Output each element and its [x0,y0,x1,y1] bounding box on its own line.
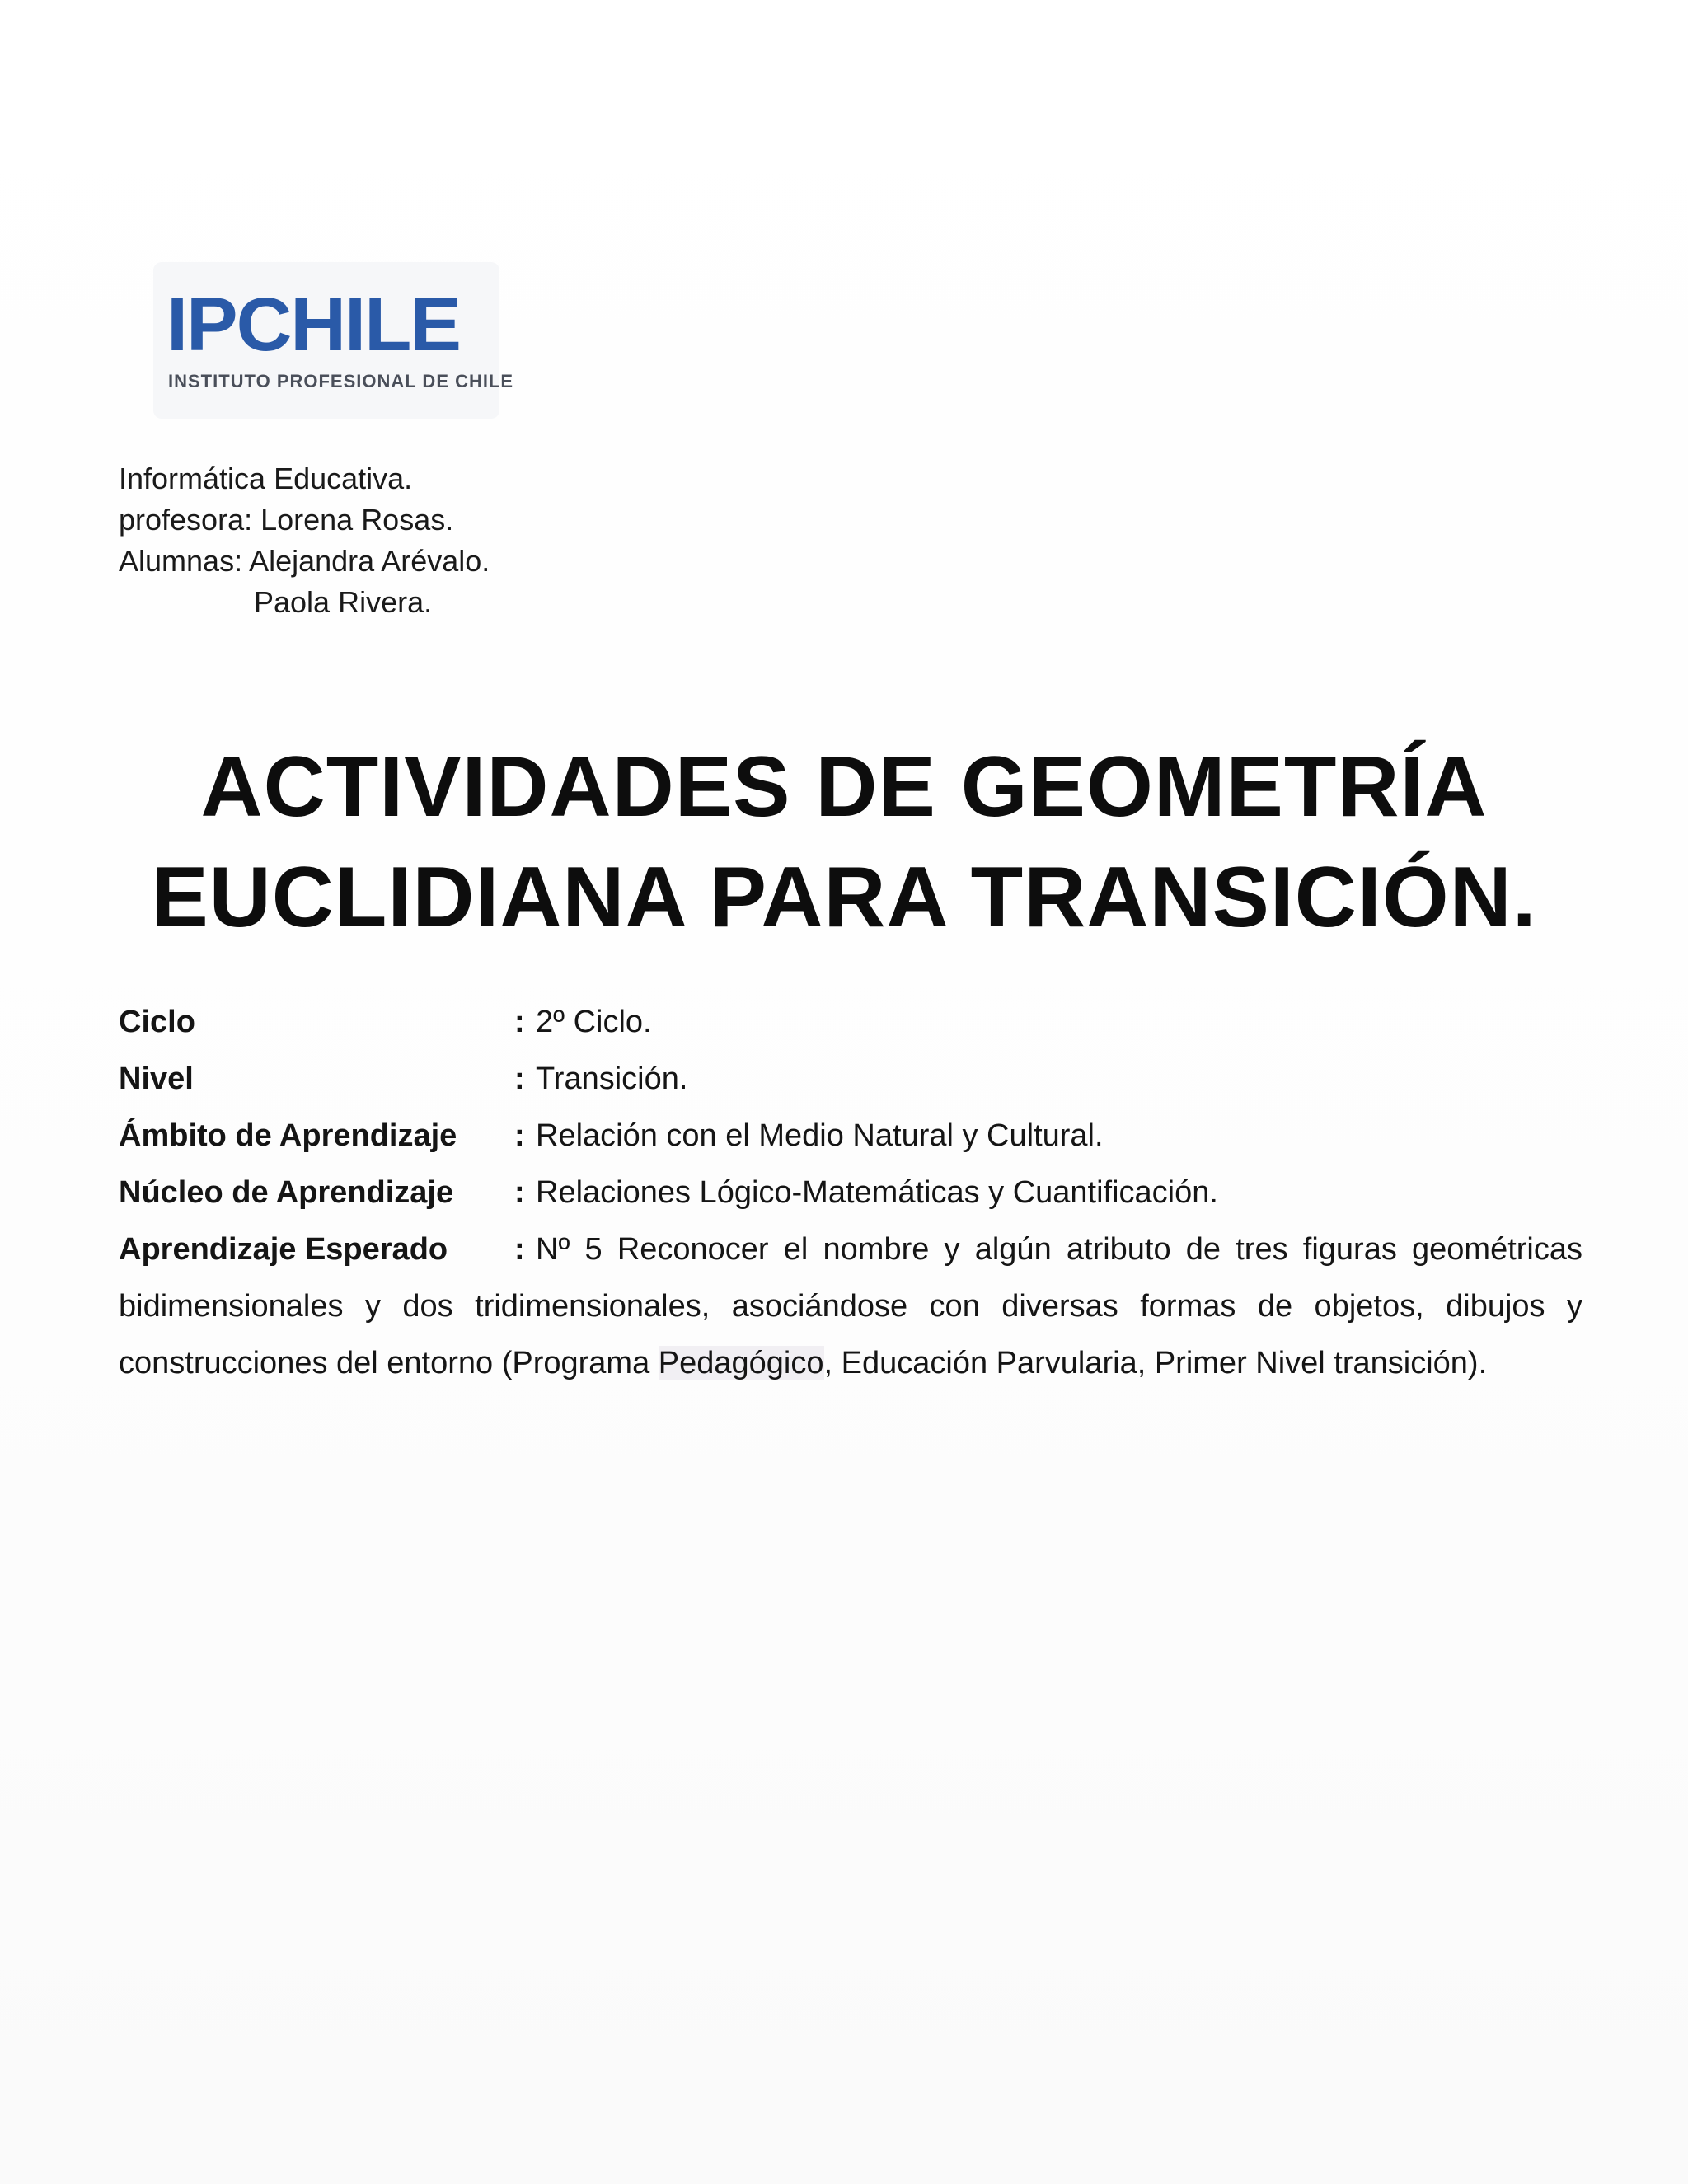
details-section [119,994,1582,1392]
title-line-2: EUCLIDIANA PARA TRANSICIÓN. [151,850,1537,945]
detail-label: Ciclo [119,1005,195,1039]
detail-row-nivel [119,1051,1582,1108]
logo-wordmark: IPCHILE [166,283,460,367]
detail-value: Relación con el Medio Natural y Cultural. [536,1118,1104,1153]
teacher-name: profesora: Lorena Rosas. [119,503,454,537]
detail-colon: : [514,1232,525,1267]
detail-label: Ámbito de Aprendizaje [119,1118,457,1153]
highlighted-word: Pedagógico [658,1346,824,1380]
course-info [119,458,490,623]
page-title [0,732,1688,953]
course-name: Informática Educativa. [119,462,413,495]
detail-value: Transición. [536,1062,688,1096]
students-line-2: Paola Rivera. [254,585,433,619]
detail-value: Relaciones Lógico-Matemáticas y Cuantificación. [536,1175,1218,1210]
detail-row-ambito [119,1108,1582,1165]
detail-row-ciclo [119,994,1582,1051]
detail-value: 2º Ciclo. [536,1005,652,1039]
expected-text-end: , Educación Parvularia, Primer Nivel transición). [823,1346,1488,1380]
logo-subtitle: INSTITUTO PROFESIONAL DE CHILE [168,371,514,391]
detail-colon: : [514,1175,525,1210]
detail-row-aprendizaje-esperado [119,1221,1582,1392]
detail-label: Núcleo de Aprendizaje [119,1175,454,1210]
title-line-1: ACTIVIDADES DE GEOMETRÍA [200,739,1488,835]
ipchile-logo [153,262,514,419]
expected-text: Nº 5 Reconocer el nombre y algún atributo de tres figuras geométricas bidimensionales y dos tridimensionales, asociándose con diversas formas de objetos, dibujos y construcciones del entorno (Programa [119,1232,1582,1380]
detail-label: Nivel [119,1062,194,1096]
detail-colon: : [514,1005,525,1039]
detail-colon: : [514,1062,525,1096]
students-line-1: Alumnas: Alejandra Arévalo. [119,544,490,578]
detail-colon: : [514,1118,525,1153]
detail-label: Aprendizaje Esperado [119,1232,448,1267]
detail-row-nucleo [119,1165,1582,1221]
